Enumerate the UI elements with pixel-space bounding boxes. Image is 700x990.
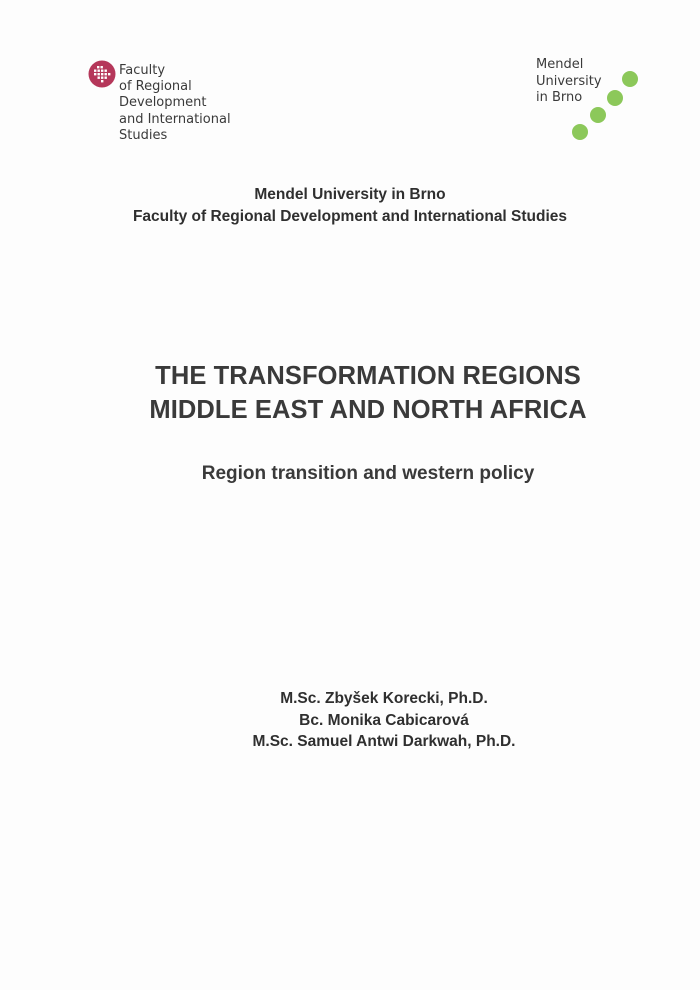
faculty-name: Faculty of Regional Development and International Studies — [132, 207, 568, 225]
faculty-logo-line: of Regional — [119, 79, 192, 95]
title-line: THE TRANSFORMATION REGIONS — [155, 362, 581, 390]
faculty-logo — [88, 57, 288, 147]
author-name: M.Sc. Zbyšek Korecki, Ph.D. — [280, 690, 488, 707]
author-name: Bc. Monika Cabicarová — [299, 711, 469, 729]
faculty-logo-line: and International — [119, 111, 231, 127]
mendel-logo-line: University — [536, 73, 602, 89]
institution-heading — [0, 184, 700, 227]
mendel-dots-icon — [520, 55, 650, 150]
university-name: Mendel University in Brno — [254, 186, 446, 203]
faculty-logo-line: Faculty — [119, 63, 166, 78]
faculty-logo-text — [119, 63, 231, 144]
mendel-logo-line: Mendel — [536, 57, 584, 72]
document-subtitle: Region transition and western policy — [201, 463, 535, 484]
faculty-emblem-icon — [88, 60, 116, 88]
faculty-logo-line: Studies — [119, 127, 168, 143]
title-line: MIDDLE EAST AND NORTH AFRICA — [149, 395, 587, 424]
mendel-logo-line: in Brno — [536, 90, 583, 105]
authors-list — [0, 688, 700, 753]
faculty-logo-line: Development — [119, 95, 207, 111]
document-title — [0, 360, 700, 427]
mendel-university-logo — [520, 55, 650, 150]
author-name: M.Sc. Samuel Antwi Darkwah, Ph.D. — [252, 733, 516, 750]
